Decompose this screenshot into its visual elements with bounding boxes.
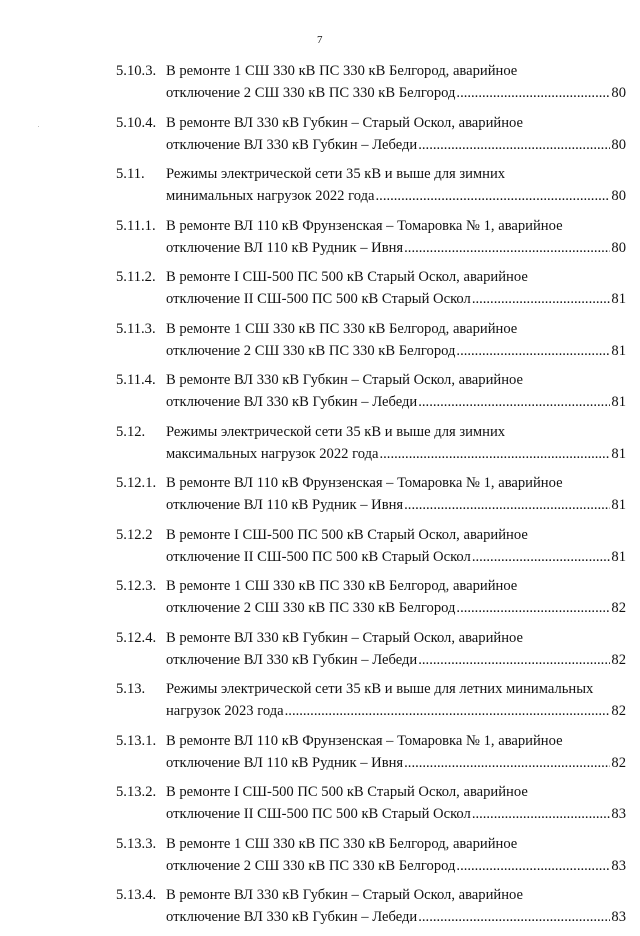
toc-entry-continuation xyxy=(116,906,626,928)
toc-entry[interactable] xyxy=(116,781,626,825)
toc-entry-page: 80 xyxy=(611,136,626,153)
toc-entry-title: В ремонте 1 СШ 330 кВ ПС 330 кВ Белгород, аварийное xyxy=(166,835,518,852)
toc-entry-continuation xyxy=(116,494,626,516)
toc-entry-title-continued: отключение ВЛ 330 кВ Губкин – Лебеди xyxy=(166,394,418,410)
toc-entry-title-continued: отключение ВЛ 110 кВ Рудник – Ивня xyxy=(166,239,404,256)
toc-entry-number: 5.12.1. xyxy=(116,475,157,491)
dot-leader xyxy=(456,855,610,877)
toc-entry-page: 81 xyxy=(611,497,626,513)
dot-leader xyxy=(456,340,610,362)
toc-entry[interactable] xyxy=(116,60,626,104)
toc-entry-title: В ремонте 1 СШ 330 кВ ПС 330 кВ Белгород, аварийное xyxy=(166,320,518,337)
toc-entry-heading xyxy=(116,266,626,288)
dot-leader xyxy=(472,546,611,568)
toc-entry-heading xyxy=(116,421,626,443)
toc-entry-heading xyxy=(116,575,626,597)
toc-entry-title-continued: отключение 2 СШ 330 кВ ПС 330 кВ Белгород xyxy=(166,342,456,359)
toc-entry-page: 83 xyxy=(611,806,626,822)
toc-entry-title-continued: минимальных нагрузок 2022 года xyxy=(166,188,375,204)
toc-entry-title: В ремонте ВЛ 110 кВ Фрунзенская – Томаровка № 1, аварийное xyxy=(166,217,563,234)
table-of-contents xyxy=(116,60,626,936)
toc-entry-page: 82 xyxy=(611,754,626,771)
dot-leader xyxy=(456,82,610,104)
toc-entry-heading xyxy=(116,627,626,649)
toc-entry-number: 5.11.3. xyxy=(116,320,156,337)
toc-entry-continuation xyxy=(116,700,626,722)
toc-entry-title-continued: отключение 2 СШ 330 кВ ПС 330 кВ Белгород xyxy=(166,600,456,616)
toc-entry-title: Режимы электрической сети 35 кВ и выше для летних минимальных xyxy=(166,681,594,697)
toc-entry-continuation xyxy=(116,752,626,774)
toc-entry-title: В ремонте ВЛ 110 кВ Фрунзенская – Томаровка № 1, аварийное xyxy=(166,732,563,749)
toc-entry-page: 80 xyxy=(611,188,626,204)
toc-entry[interactable] xyxy=(116,266,626,310)
dot-leader xyxy=(456,597,610,619)
dot-leader xyxy=(418,391,610,413)
toc-entry[interactable] xyxy=(116,627,626,671)
toc-entry[interactable] xyxy=(116,884,626,928)
toc-entry-continuation xyxy=(116,803,626,825)
toc-entry-heading xyxy=(116,112,626,134)
toc-entry-title: В ремонте ВЛ 330 кВ Губкин – Старый Оскол, аварийное xyxy=(166,372,523,388)
toc-entry[interactable] xyxy=(116,730,626,774)
toc-entry-heading xyxy=(116,730,626,752)
toc-entry-number: 5.12.2 xyxy=(116,526,153,543)
toc-entry-number: 5.13.2. xyxy=(116,784,157,800)
toc-entry-heading xyxy=(116,678,626,700)
dot-leader xyxy=(376,185,611,207)
toc-entry[interactable] xyxy=(116,833,626,877)
toc-entry-page: 80 xyxy=(611,85,626,101)
toc-entry-page: 81 xyxy=(611,548,626,565)
toc-entry-title-continued: отключение II СШ-500 ПС 500 кВ Старый Оскол xyxy=(166,291,471,307)
toc-entry-title: В ремонте ВЛ 110 кВ Фрунзенская – Томаровка № 1, аварийное xyxy=(166,475,563,491)
toc-entry-page: 82 xyxy=(611,703,626,719)
dot-leader xyxy=(404,752,610,774)
toc-entry-page: 80 xyxy=(611,239,626,256)
toc-entry-page: 81 xyxy=(611,445,626,462)
page-number: 7 xyxy=(317,34,323,46)
toc-entry-heading xyxy=(116,215,626,237)
toc-entry-number: 5.10.4. xyxy=(116,114,157,131)
toc-entry[interactable] xyxy=(116,215,626,259)
toc-entry-number: 5.13.1. xyxy=(116,732,157,749)
toc-entry-title-continued: максимальных нагрузок 2022 года xyxy=(166,445,379,462)
toc-entry-title-continued: нагрузок 2023 года xyxy=(166,703,284,719)
toc-entry-heading xyxy=(116,781,626,803)
toc-entry-title: Режимы электрической сети 35 кВ и выше для зимних xyxy=(166,166,506,182)
toc-entry-heading xyxy=(116,60,626,82)
toc-entry-continuation xyxy=(116,134,626,156)
toc-entry-title: В ремонте I СШ-500 ПС 500 кВ Старый Оскол, аварийное xyxy=(166,526,528,543)
toc-entry-title-continued: отключение ВЛ 330 кВ Губкин – Лебеди xyxy=(166,136,418,153)
toc-entry-continuation xyxy=(116,597,626,619)
toc-entry[interactable] xyxy=(116,318,626,362)
toc-entry-heading xyxy=(116,163,626,185)
dot-leader xyxy=(404,494,610,516)
toc-entry[interactable] xyxy=(116,678,626,722)
toc-entry-heading xyxy=(116,472,626,494)
toc-entry-number: 5.11.4. xyxy=(116,372,156,388)
margin-mark xyxy=(38,126,39,127)
toc-entry-title: Режимы электрической сети 35 кВ и выше для зимних xyxy=(166,423,506,440)
toc-entry[interactable] xyxy=(116,575,626,619)
toc-entry-number: 5.13.4. xyxy=(116,887,157,903)
toc-entry-title: В ремонте ВЛ 330 кВ Губкин – Старый Оскол, аварийное xyxy=(166,887,523,903)
toc-entry-title: В ремонте I СШ-500 ПС 500 кВ Старый Оскол, аварийное xyxy=(166,269,528,285)
toc-entry-heading xyxy=(116,524,626,546)
toc-entry-number: 5.10.3. xyxy=(116,63,157,79)
toc-entry-title: В ремонте I СШ-500 ПС 500 кВ Старый Оскол, аварийное xyxy=(166,784,528,800)
dot-leader xyxy=(418,906,610,928)
toc-entry-continuation xyxy=(116,237,626,259)
toc-entry-continuation xyxy=(116,288,626,310)
toc-entry[interactable] xyxy=(116,112,626,156)
dot-leader xyxy=(380,443,611,465)
toc-entry-title-continued: отключение ВЛ 110 кВ Рудник – Ивня xyxy=(166,497,404,513)
toc-entry-number: 5.12. xyxy=(116,423,146,440)
toc-entry-continuation xyxy=(116,649,626,671)
toc-entry-title-continued: отключение 2 СШ 330 кВ ПС 330 кВ Белгород xyxy=(166,85,456,101)
toc-entry-heading xyxy=(116,369,626,391)
dot-leader xyxy=(418,649,610,671)
toc-entry-title: В ремонте ВЛ 330 кВ Губкин – Старый Оскол, аварийное xyxy=(166,114,523,131)
toc-entry-heading xyxy=(116,833,626,855)
toc-entry-continuation xyxy=(116,546,626,568)
toc-entry-page: 82 xyxy=(611,600,626,616)
toc-entry-continuation xyxy=(116,340,626,362)
toc-entry[interactable] xyxy=(116,163,626,207)
toc-entry-continuation xyxy=(116,855,626,877)
toc-entry-continuation xyxy=(116,391,626,413)
dot-leader xyxy=(285,700,611,722)
dot-leader xyxy=(472,288,611,310)
toc-entry-title: В ремонте 1 СШ 330 кВ ПС 330 кВ Белгород, аварийное xyxy=(166,578,518,594)
toc-entry-title-continued: отключение 2 СШ 330 кВ ПС 330 кВ Белгород xyxy=(166,857,456,874)
toc-entry-page: 81 xyxy=(611,342,626,359)
dot-leader xyxy=(404,237,610,259)
toc-entry-heading xyxy=(116,884,626,906)
toc-entry-number: 5.12.3. xyxy=(116,578,157,594)
toc-entry-number: 5.12.4. xyxy=(116,629,157,646)
toc-entry-number: 5.11. xyxy=(116,166,145,182)
toc-entry-heading xyxy=(116,318,626,340)
dot-leader xyxy=(472,803,611,825)
toc-entry-title-continued: отключение ВЛ 330 кВ Губкин – Лебеди xyxy=(166,651,418,668)
toc-entry-title-continued: отключение ВЛ 110 кВ Рудник – Ивня xyxy=(166,754,404,771)
toc-entry-title-continued: отключение II СШ-500 ПС 500 кВ Старый Оскол xyxy=(166,806,471,822)
toc-entry-number: 5.11.2. xyxy=(116,269,156,285)
toc-entry[interactable] xyxy=(116,369,626,413)
toc-entry[interactable] xyxy=(116,472,626,516)
toc-entry[interactable] xyxy=(116,421,626,465)
dot-leader xyxy=(418,134,610,156)
toc-entry-title: В ремонте 1 СШ 330 кВ ПС 330 кВ Белгород, аварийное xyxy=(166,63,518,79)
toc-entry-continuation xyxy=(116,185,626,207)
toc-entry-number: 5.11.1. xyxy=(116,217,156,234)
toc-entry-page: 81 xyxy=(611,291,626,307)
toc-entry-continuation xyxy=(116,82,626,104)
toc-entry-title-continued: отключение ВЛ 330 кВ Губкин – Лебеди xyxy=(166,909,418,925)
toc-entry[interactable] xyxy=(116,524,626,568)
toc-entry-number: 5.13. xyxy=(116,681,146,697)
toc-entry-continuation xyxy=(116,443,626,465)
toc-entry-title: В ремонте ВЛ 330 кВ Губкин – Старый Оскол, аварийное xyxy=(166,629,523,646)
toc-entry-number: 5.13.3. xyxy=(116,835,157,852)
toc-entry-title-continued: отключение II СШ-500 ПС 500 кВ Старый Оскол xyxy=(166,548,471,565)
toc-entry-page: 82 xyxy=(611,651,626,668)
toc-entry-page: 83 xyxy=(611,857,626,874)
toc-entry-page: 81 xyxy=(611,394,626,410)
toc-entry-page: 83 xyxy=(611,909,626,925)
